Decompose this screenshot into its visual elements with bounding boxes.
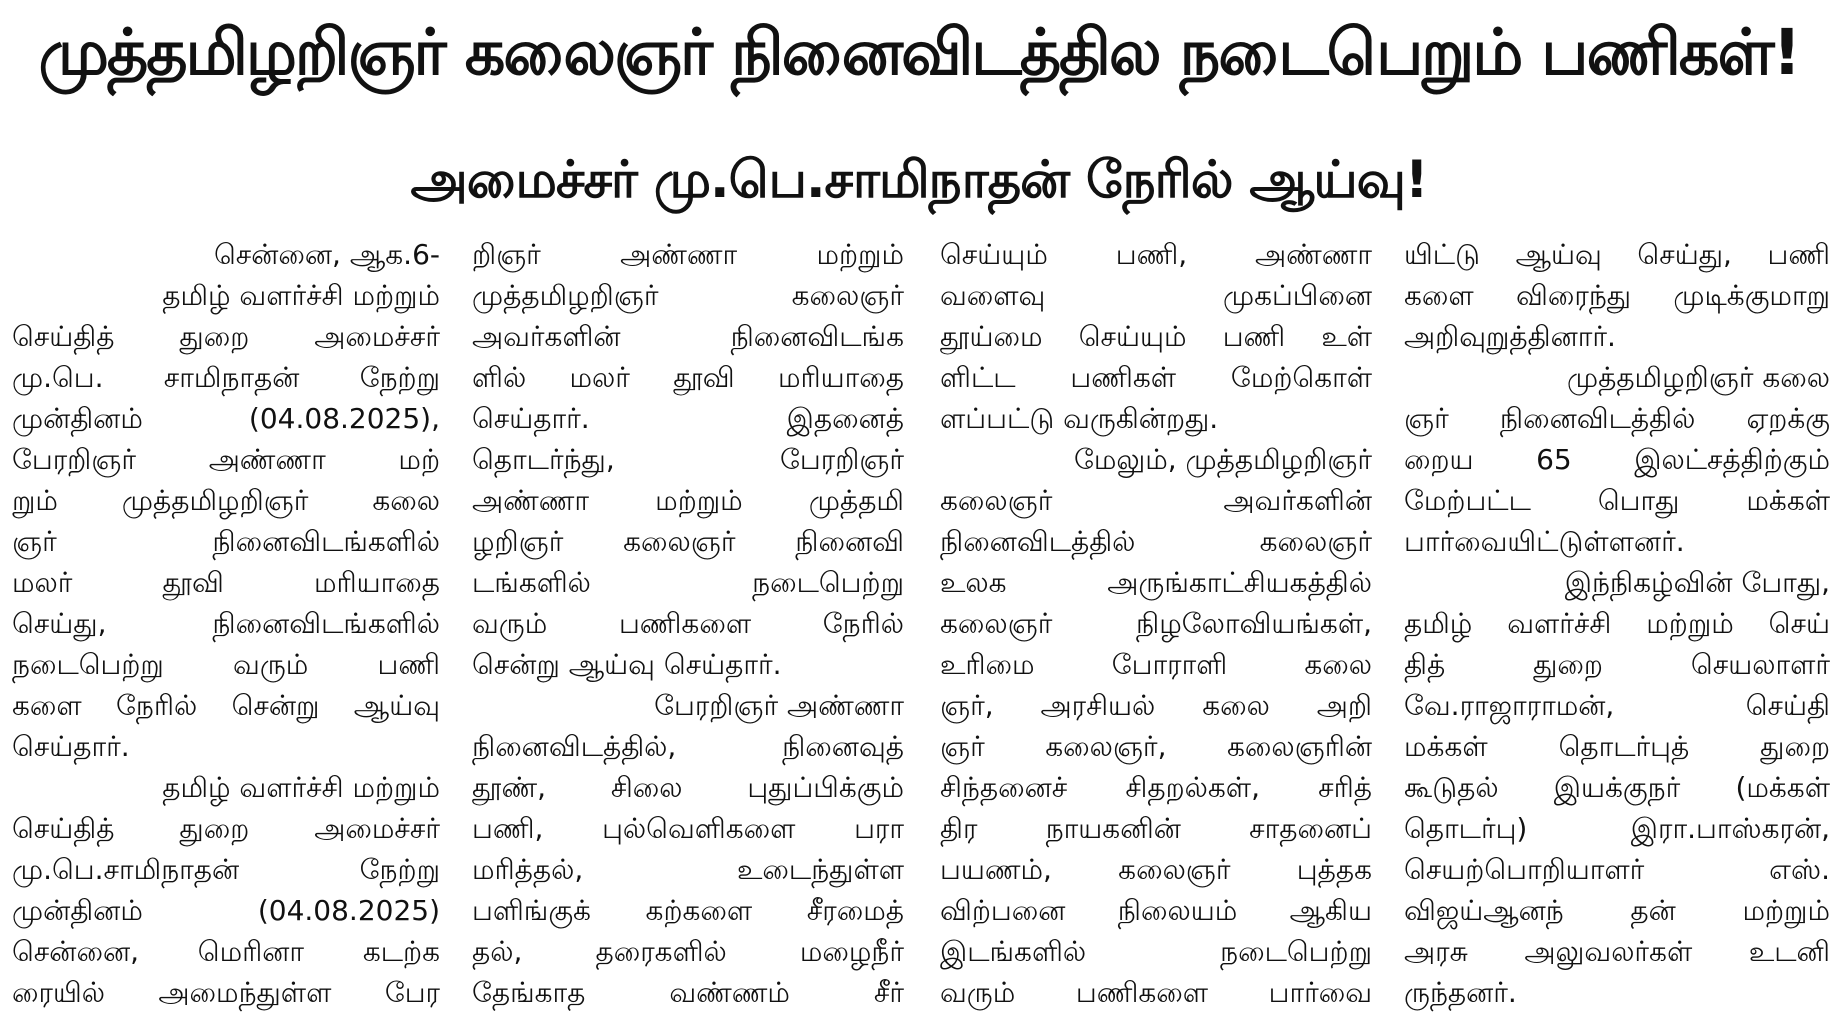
article-column-2 [472, 234, 904, 1013]
article-line: முன்தினம் (04.08.2025), [12, 402, 440, 435]
article-line: வே.ராஜாராமன், செய்தி [1404, 689, 1830, 722]
article-line: விஜய்ஆனந் தன் மற்றும் [1404, 894, 1830, 927]
article-line: சென்னை, ஆக.6- [213, 238, 440, 271]
article-line: டங்களில் நடைபெற்று [472, 566, 904, 599]
article-line: தித் துறை செயலாளர் [1404, 648, 1830, 681]
article-line: மு.பெ.சாமிநாதன் நேற்று [12, 853, 440, 886]
article-line: றிஞர் அண்ணா மற்றும் [472, 238, 904, 271]
article-line: மரித்தல், உடைந்துள்ள [472, 853, 904, 886]
article-line: ஞர் கலைஞர், கலைஞரின் [940, 730, 1372, 763]
article-line: செய்யும் பணி, அண்ணா [940, 238, 1372, 271]
subheadline: அமைச்சர் மு.பெ.சாமிநாதன் நேரில் ஆய்வு! [410, 150, 1428, 210]
article-line: சென்னை, மெரினா கடற்க [12, 935, 440, 968]
article-line: றைய 65 இலட்சத்திற்கும் [1404, 443, 1830, 476]
article-line: வரும் பணிகளை பார்வை [940, 976, 1372, 1009]
article-line: தமிழ் வளர்ச்சி மற்றும் செய் [1404, 607, 1830, 640]
article-line: ருந்தனர். [1404, 976, 1517, 1009]
article-line: தேங்காத வண்ணம் சீர் [472, 976, 904, 1009]
article-line: அண்ணா மற்றும் முத்தமி [472, 484, 904, 517]
article-line: ழறிஞர் கலைஞர் நினைவி [472, 525, 904, 558]
article-line: அரசு அலுவலர்கள் உடனி [1404, 935, 1830, 968]
article-line: தூய்மை செய்யும் பணி உள் [940, 320, 1372, 353]
article-line: யிட்டு ஆய்வு செய்து, பணி [1404, 238, 1830, 271]
article-line: தூண், சிலை புதுப்பிக்கும் [472, 771, 904, 804]
article-line: களை விரைந்து முடிக்குமாறு [1404, 279, 1830, 312]
article-line: ளப்பட்டு வருகின்றது. [940, 402, 1219, 435]
article-line: முன்தினம் (04.08.2025) [12, 894, 440, 927]
article-line: சிந்தனைச் சிதறல்கள், சரித் [940, 771, 1372, 804]
article-line: மலர் தூவி மரியாதை [12, 566, 440, 599]
article-line: மக்கள் தொடர்புத் துறை [1404, 730, 1830, 763]
article-line: கலைஞர் நிழலோவியங்கள், [940, 607, 1372, 640]
article-line: உரிமை போராளி கலை [940, 648, 1372, 681]
article-line: பளிங்குக் கற்களை சீரமைத் [472, 894, 904, 927]
article-line: ஞர், அரசியல் கலை அறி [940, 689, 1372, 722]
article-line: வரும் பணிகளை நேரில் [472, 607, 904, 640]
article-line: செய்தித் துறை அமைச்சர் [12, 320, 440, 353]
article-line: திர நாயகனின் சாதனைப் [940, 812, 1372, 845]
article-line: செய்தார். இதனைத் [472, 402, 904, 435]
article-line: சென்று ஆய்வு செய்தார். [472, 648, 782, 681]
article-line: செயற்பொறியாளர் எஸ். [1404, 853, 1830, 886]
article-line: கலைஞர் அவர்களின் [940, 484, 1372, 517]
article-line: தல், தரைகளில் மழைநீர் [472, 935, 904, 968]
article-line: களை நேரில் சென்று ஆய்வு [12, 689, 440, 722]
article-line: தமிழ் வளர்ச்சி மற்றும் [162, 279, 440, 312]
article-line: விற்பனை நிலையம் ஆகிய [940, 894, 1372, 927]
article-line: பணி, புல்வெளிகளை பரா [472, 812, 904, 845]
article-line: இடங்களில் நடைபெற்று [940, 935, 1372, 968]
article-line: பயணம், கலைஞர் புத்தக [940, 853, 1372, 886]
article-line: ளிட்ட பணிகள் மேற்கொள் [940, 361, 1372, 394]
article-column-3 [940, 234, 1372, 1013]
article-line: செய்தார். [12, 730, 130, 763]
article-line: ஞர் நினைவிடத்தில் ஏறக்கு [1404, 402, 1830, 435]
article-line: தொடர்பு) இரா.பாஸ்கரன், [1404, 812, 1830, 845]
article-line: ளில் மலர் தூவி மரியாதை [472, 361, 904, 394]
article-line: வளைவு முகப்பினை [940, 279, 1372, 312]
article-line: நினைவிடத்தில், நினைவுத் [472, 730, 904, 763]
article-line: பார்வையிட்டுள்ளனர். [1404, 525, 1685, 558]
article-line: றும் முத்தமிழறிஞர் கலை [12, 484, 440, 517]
article-line: தமிழ் வளர்ச்சி மற்றும் [162, 771, 440, 804]
article-line: மேற்பட்ட பொது மக்கள் [1404, 484, 1830, 517]
article-column-4 [1404, 234, 1830, 1013]
article-line: உலக அருங்காட்சியகத்தில் [940, 566, 1372, 599]
article-line: பேரறிஞர் அண்ணா மற் [12, 443, 440, 476]
article-column-1 [12, 234, 440, 1013]
article-line: தொடர்ந்து, பேரறிஞர் [472, 443, 904, 476]
article-line: பேரறிஞர் அண்ணா [654, 689, 904, 722]
article-line: மு.பெ. சாமிநாதன் நேற்று [12, 361, 440, 394]
article-line: கூடுதல் இயக்குநர் (மக்கள் [1404, 771, 1830, 804]
article-line: நடைபெற்று வரும் பணி [12, 648, 440, 681]
article-line: ஞர் நினைவிடங்களில் [12, 525, 440, 558]
article-line: நினைவிடத்தில் கலைஞர் [940, 525, 1372, 558]
article-line: செய்தித் துறை அமைச்சர் [12, 812, 440, 845]
article-line: மேலும், முத்தமிழறிஞர் [1073, 443, 1372, 476]
article-line: ரையில் அமைந்துள்ள பேர [12, 976, 440, 1009]
article-line: இந்நிகழ்வின் போது, [1564, 566, 1830, 599]
article-line: அவர்களின் நினைவிடங்க [472, 320, 904, 353]
article-line: செய்து, நினைவிடங்களில் [12, 607, 440, 640]
article-line: முத்தமிழறிஞர் கலைஞர் [472, 279, 904, 312]
article-line: முத்தமிழறிஞர் கலை [1566, 361, 1830, 394]
headline: முத்தமிழறிஞர் கலைஞர் நினைவிடத்தில நடைபெறும் பணிகள்! [38, 15, 1800, 89]
article-line: அறிவுறுத்தினார். [1404, 320, 1616, 353]
